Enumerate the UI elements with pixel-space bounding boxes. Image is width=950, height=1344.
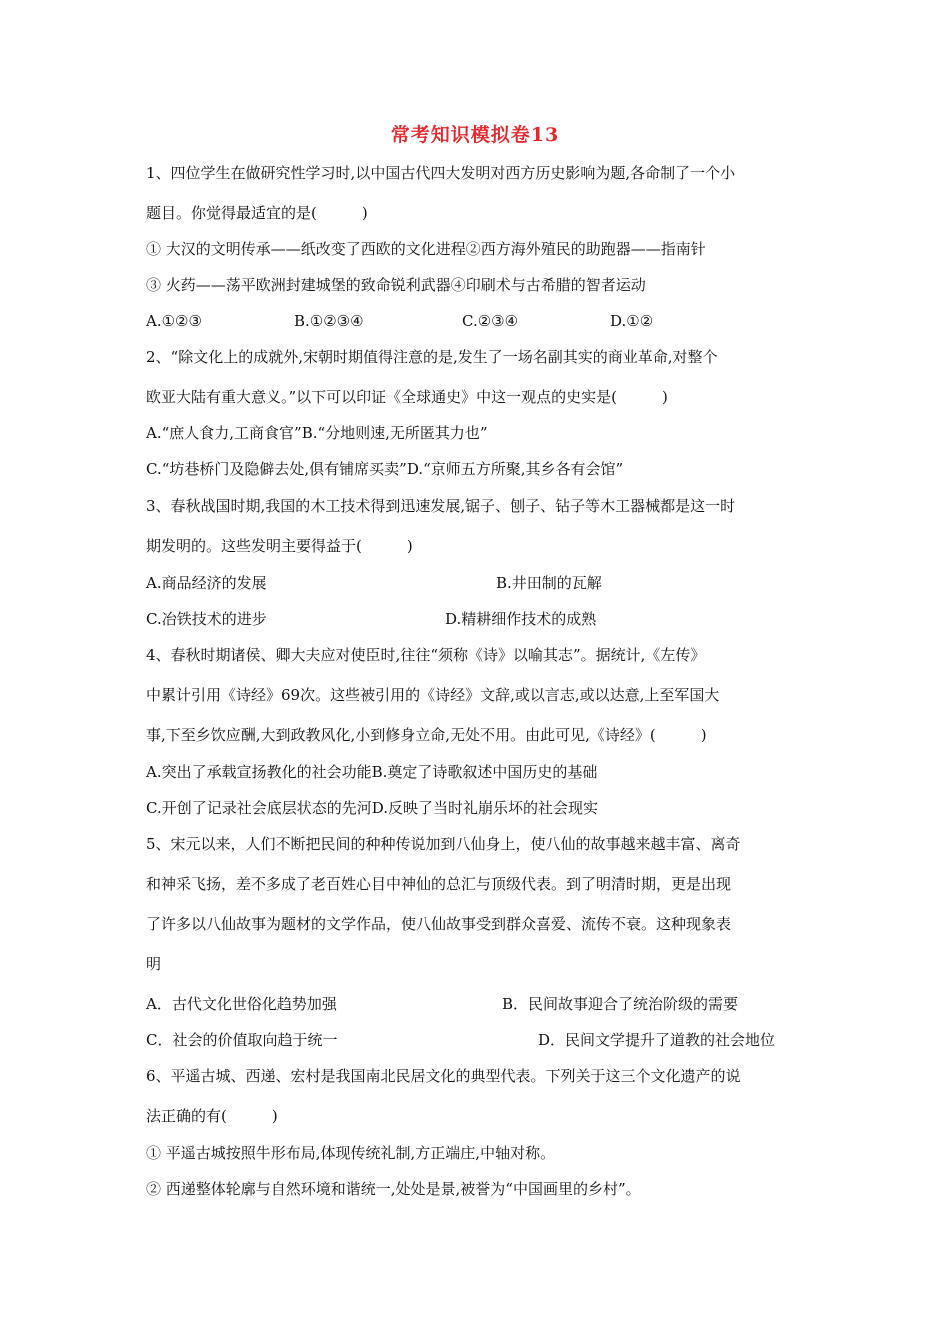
question-2-options-line-1: A.“庶人食力,工商食官”B.“分地则速,无所匿其力也”: [146, 424, 488, 442]
question-3-option-a: A.商品经济的发展: [146, 574, 267, 592]
question-4-options-line-2: C.开创了记录社会底层状态的先河D.反映了当时礼崩乐坏的社会现实: [146, 799, 598, 817]
question-3-option-b: B.井田制的瓦解: [496, 574, 602, 592]
question-3-option-d: D.精耕细作技术的成熟: [445, 610, 597, 628]
question-6-item-line-2: ② 西递整体轮廓与自然环境和谐统一,处处是景,被誉为“中国画里的乡村”。: [146, 1180, 641, 1198]
question-5-option-a: A．古代文化世俗化趋势加强: [146, 995, 337, 1013]
question-4-line-3: 事,下至乡饮应酬,大到政教风化,小到修身立命,无处不用。由此可见,《诗经》( ): [146, 726, 707, 744]
question-6-line-1: 6、平遥古城、西递、宏村是我国南北民居文化的典型代表。下列关于这三个文化遗产的说: [146, 1067, 741, 1085]
question-1-option-d: D.①②: [610, 312, 654, 330]
question-3-line-2: 期发明的。这些发明主要得益于( ): [146, 537, 413, 555]
question-2-options-line-2: C.“坊巷桥门及隐僻去处,俱有铺席买卖”D.“京师五方所聚,其乡各有会馆”: [146, 460, 624, 478]
question-5-line-1: 5、宋元以来，人们不断把民间的种种传说加到八仙身上，使八仙的故事越来越丰富、离奇: [146, 835, 741, 853]
question-5-option-b: B．民间故事迎合了统治阶级的需要: [502, 995, 739, 1013]
question-6-line-2: 法正确的有( ): [146, 1107, 278, 1125]
question-1-option-b: B.①②③④: [294, 312, 364, 330]
question-6-item-line-1: ① 平遥古城按照牛形布局,体现传统礼制,方正端庄,中轴对称。: [146, 1144, 556, 1162]
question-4-options-line-1: A.突出了承载宣扬教化的社会功能B.奠定了诗歌叙述中国历史的基础: [146, 763, 598, 781]
question-4-line-2: 中累计引用《诗经》69次。这些被引用的《诗经》文辞,或以言志,或以达意,上至军国大: [146, 686, 720, 704]
question-1-item-line-2: ③ 火药——荡平欧洲封建城堡的致命锐利武器④印刷术与古希腊的智者运动: [146, 276, 646, 294]
page-title: 常考知识模拟卷13: [390, 124, 560, 146]
question-4-line-1: 4、春秋时期诸侯、卿大夫应对使臣时,往往“须称《诗》以喻其志”。据统计,《左传》: [146, 646, 706, 664]
question-2-line-1: 2、“除文化上的成就外,宋朝时期值得注意的是,发生了一场名副其实的商业革命,对整个: [146, 348, 718, 366]
question-1-option-a: A.①②③: [146, 312, 202, 330]
question-1-option-c: C.②③④: [462, 312, 519, 330]
question-5-line-3: 了许多以八仙故事为题材的文学作品，使八仙故事受到群众喜爱、流传不衰。这种现象表: [146, 915, 732, 933]
question-5-option-c: C．社会的价值取向趋于统一: [146, 1031, 338, 1049]
question-5-line-4: 明: [146, 955, 162, 973]
question-2-line-2: 欧亚大陆有重大意义。”以下可以印证《全球通史》中这一观点的史实是( ): [146, 388, 668, 406]
question-1-line-2: 题目。你觉得最适宜的是( ): [146, 204, 368, 222]
question-5-option-d: D．民间文学提升了道教的社会地位: [538, 1031, 776, 1049]
question-3-option-c: C.冶铁技术的进步: [146, 610, 267, 628]
question-5-line-2: 和神采飞扬，差不多成了老百姓心目中神仙的总汇与顶级代表。到了明清时期，更是出现: [146, 875, 732, 893]
question-3-line-1: 3、春秋战国时期,我国的木工技术得到迅速发展,锯子、刨子、钻子等木工器械都是这一时: [146, 497, 736, 515]
question-1-item-line-1: ① 大汉的文明传承——纸改变了西欧的文化进程②西方海外殖民的助跑器——指南针: [146, 240, 706, 258]
question-1-line-1: 1、四位学生在做研究性学习时,以中国古代四大发明对西方历史影响为题,各命制了一个小: [146, 164, 736, 182]
